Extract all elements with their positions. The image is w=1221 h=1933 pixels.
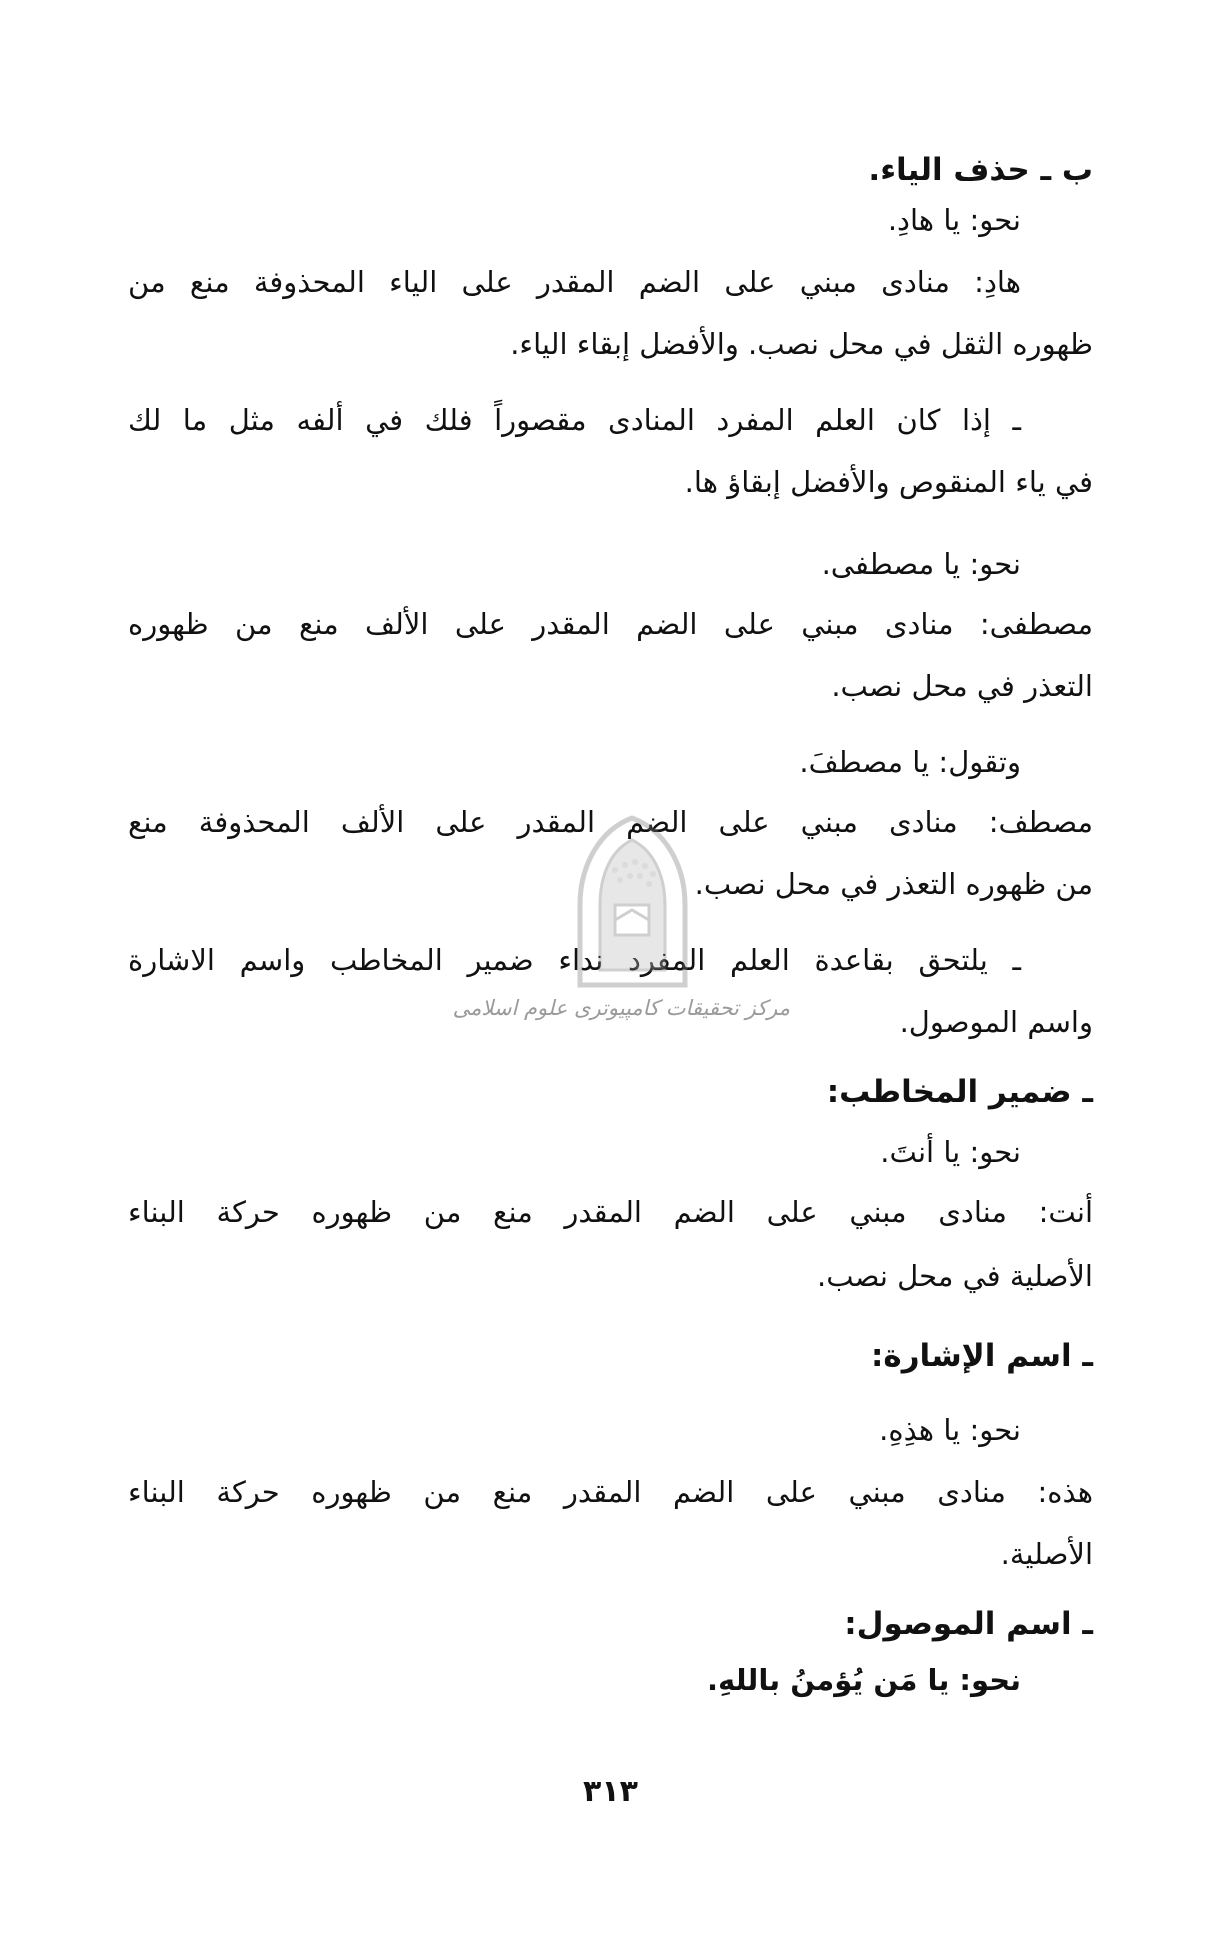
example-line: نحو: يا هادِ. bbox=[887, 203, 1021, 237]
subheading-relative-noun: ـ اسم الموصول: bbox=[844, 1606, 1093, 1642]
example-line: نحو: يا هذِهِ. bbox=[879, 1413, 1021, 1447]
subheading-demonstrative: ـ اسم الإشارة: bbox=[871, 1338, 1093, 1374]
rule-line: في ياء المنقوص والأفضل إبقاؤ ها. bbox=[684, 465, 1093, 499]
paragraph-line: الأصلية. bbox=[1000, 1537, 1093, 1571]
page-number: ٣١٣ bbox=[583, 1774, 638, 1809]
example-line: نحو: يا مصطفى. bbox=[821, 547, 1021, 581]
subheading-addressee-pronoun: ـ ضمير المخاطب: bbox=[826, 1074, 1093, 1110]
paragraph-line: ظهوره الثقل في محل نصب. والأفضل إبقاء الياء. bbox=[510, 327, 1093, 361]
example-line: وتقول: يا مصطفَ. bbox=[799, 745, 1021, 779]
paragraph-line: أنت: منادى مبني على الضم المقدر منع من ظهوره حركة البناء bbox=[128, 1195, 1093, 1229]
watermark-text: مرکز تحقیقات کامپیوتری علوم اسلامی bbox=[452, 996, 790, 1020]
paragraph-line: هادِ: منادى مبني على الضم المقدر على الياء المحذوفة منع من bbox=[128, 265, 1021, 299]
paragraph-line: مصطف: منادى مبني على الضم المقدر على الألف المحذوفة منع bbox=[128, 805, 1093, 839]
paragraph-line: هذه: منادى مبني على الضم المقدر منع من ظهوره حركة البناء bbox=[128, 1475, 1093, 1509]
rule-line: ـ يلتحق بقاعدة العلم المفرد نداء ضمير المخاطب واسم الاشارة bbox=[128, 943, 1021, 977]
example-line: نحو: يا أنتَ. bbox=[880, 1135, 1021, 1169]
example-line: نحو: يا مَن يُؤمنُ باللهِ. bbox=[706, 1663, 1021, 1697]
paragraph-line: التعذر في محل نصب. bbox=[831, 669, 1093, 703]
paragraph-line: من ظهوره التعذر في محل نصب. bbox=[694, 867, 1093, 901]
paragraph-line: مصطفى: منادى مبني على الضم المقدر على الألف منع من ظهوره bbox=[128, 607, 1093, 641]
mosque-dome-seal-icon bbox=[545, 810, 720, 1000]
paragraph-line: الأصلية في محل نصب. bbox=[817, 1259, 1093, 1293]
rule-line: ـ إذا كان العلم المفرد المنادى مقصوراً فلك في ألفه مثل ما لك bbox=[128, 403, 1021, 437]
section-heading-ya-deletion: ب ـ حذف الياء. bbox=[868, 152, 1093, 188]
rule-line: واسم الموصول. bbox=[899, 1005, 1093, 1039]
